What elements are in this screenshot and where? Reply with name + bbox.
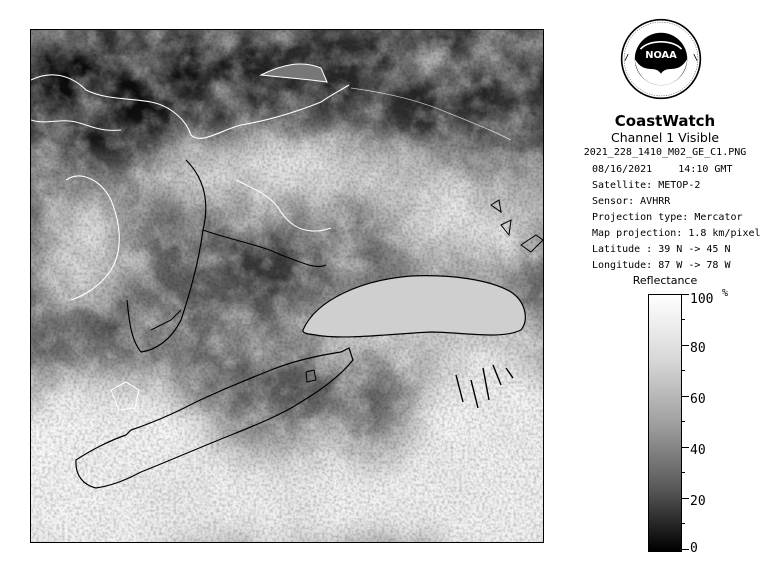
- tick-label-40: 40: [690, 443, 706, 458]
- map-projection-label: Map projection: 1.8 km/pixel: [592, 228, 761, 239]
- legend-title: Reflectance: [632, 274, 698, 287]
- tick-label-20: 20: [690, 494, 706, 509]
- date-label: 08/16/2021: [592, 164, 653, 175]
- svg-text:NOAA: NOAA: [645, 50, 677, 62]
- product-title: CoastWatch: [614, 112, 716, 130]
- filename: 2021_228_1410_M02_GE_C1.PNG: [583, 147, 747, 158]
- reflectance-color-scale: [648, 294, 682, 552]
- tick-label-60: 60: [690, 392, 706, 407]
- satellite-label: Satellite: METOP-2: [592, 180, 701, 191]
- unit-label: %: [722, 288, 729, 299]
- info-panel: [560, 0, 782, 572]
- longitude-label: Longitude: 87 W -> 78 W: [592, 260, 731, 271]
- sensor-label: Sensor: AVHRR: [592, 196, 671, 207]
- tick-label-100: 100: [690, 292, 714, 307]
- tick-label-0: 0: [690, 541, 698, 556]
- scale-ticks: [681, 294, 721, 552]
- projection-type-label: Projection type: Mercator: [592, 212, 743, 223]
- satellite-map-svg: [31, 30, 543, 542]
- date-time: [592, 164, 732, 175]
- time-label: 14:10 GMT: [678, 164, 733, 175]
- latitude-label: Latitude : 39 N -> 45 N: [592, 244, 731, 255]
- noaa-logo: [620, 18, 702, 100]
- tick-label-80: 80: [690, 341, 706, 356]
- satellite-image[interactable]: [30, 29, 544, 543]
- channel-label: Channel 1 Visible: [610, 130, 720, 145]
